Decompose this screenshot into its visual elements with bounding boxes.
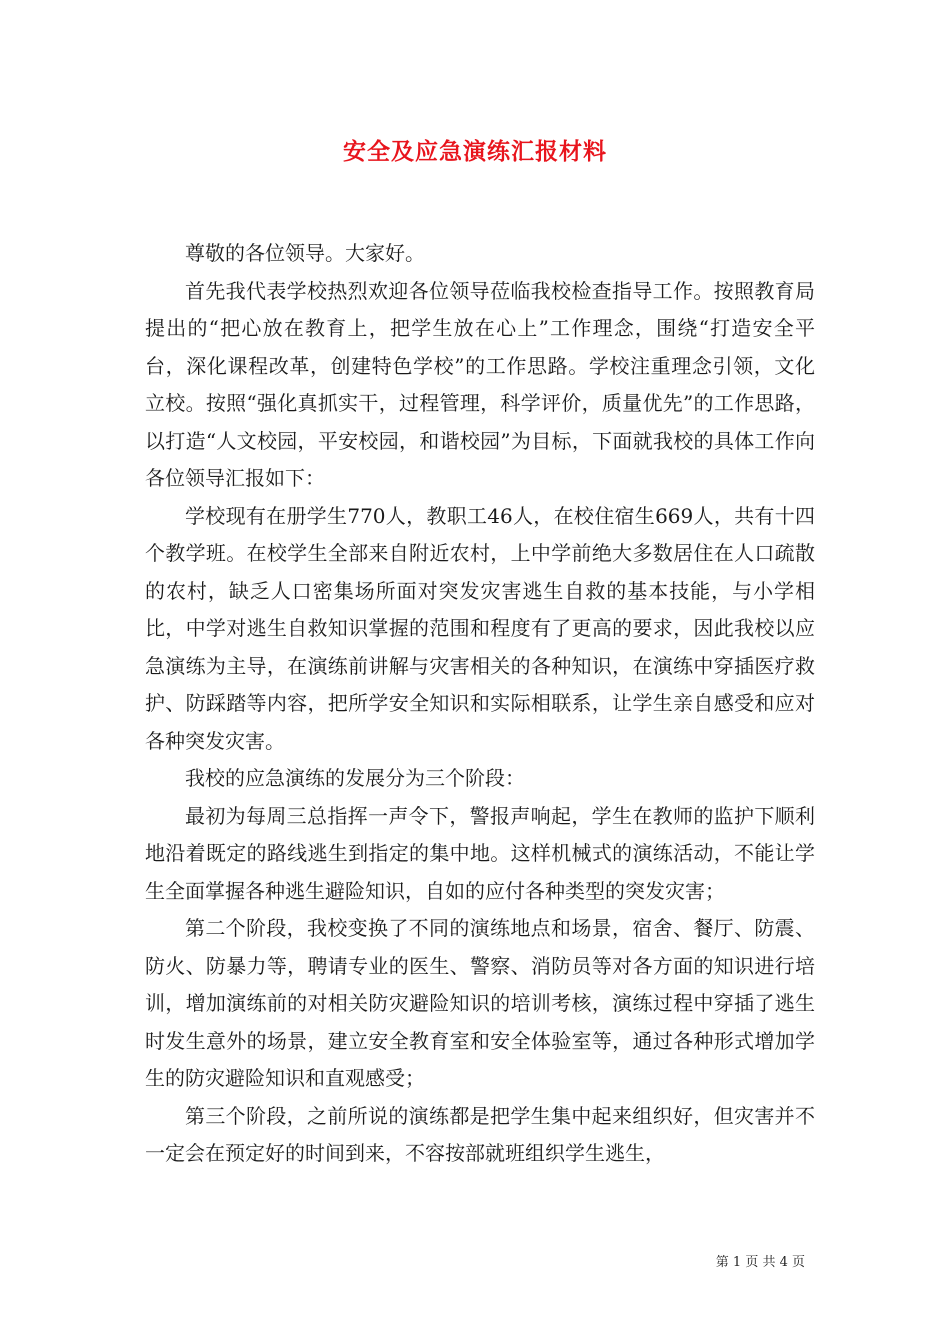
stage-two-paragraph: 第二个阶段，我校变换了不同的演练地点和场景，宿舍、餐厅、防震、防火、防暴力等，聘请专业的医生、警察、消防员等对各方面的知识进行培训，增加演练前的对相关防灾避险知识的培训考核，演练过程中穿插了逃生时发生意外的场景，建立安全教育室和安全体验室等，通过各种形式增加学生的防灾避险知识和直观感受； [145,916,815,1090]
page-number-footer: 第 1 页 共 4 页 [715,1255,805,1270]
stage-one-paragraph: 最初为每周三总指挥一声令下，警报声响起，学生在教师的监护下顺利地沿着既定的路线逃生到指定的集中地。这样机械式的演练活动，不能让学生全面掌握各种逃生避险知识，自如的应付各种类型的突发灾害； [145,803,815,903]
intro-paragraph: 首先我代表学校热烈欢迎各位领导莅临我校检查指导工作。按照教育局提出的“把心放在教育上，把学生放在心上”工作理念，围绕“打造安全平台，深化课程改革，创建特色学校”的工作思路。学校注重理念引领，文化立校。按照“强化真抓实干，过程管理，科学评价，质量优先”的工作思路，以打造“人文校园，平安校园，和谐校园”为目标，下面就我校的具体工作向各位领导汇报如下： [145,278,815,490]
greeting-paragraph: 尊敬的各位领导。大家好。 [185,241,425,265]
stages-intro-paragraph: 我校的应急演练的发展分为三个阶段： [185,766,525,790]
document-body [145,235,815,1173]
document-title: 安全及应急演练汇报材料 [343,138,607,165]
stage-three-paragraph: 第三个阶段，之前所说的演练都是把学生集中起来组织好，但灾害并不一定会在预定好的时间到来，不容按部就班组织学生逃生， [145,1103,815,1165]
school-overview-paragraph: 学校现有在册学生770人，教职工46人，在校住宿生669人，共有十四个教学班。在校学生全部来自附近农村，上中学前绝大多数居住在人口疏散的农村，缺乏人口密集场所面对突发灾害逃生自救的基本技能，与小学相比，中学对逃生自救知识掌握的范围和程度有了更高的要求，因此我校以应急演练为主导，在演练前讲解与灾害相关的各种知识，在演练中穿插医疗救护、防踩踏等内容，把所学安全知识和实际相联系，让学生亲自感受和应对各种突发灾害。 [145,503,815,753]
